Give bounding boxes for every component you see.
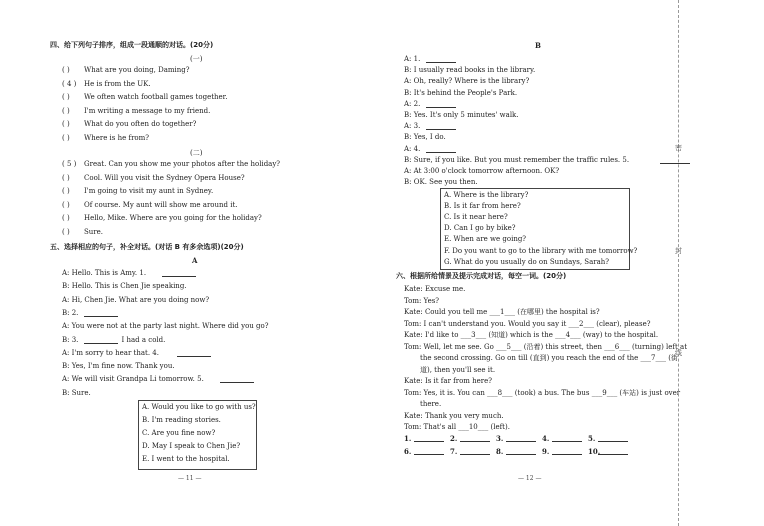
binding-char-3: 线 [675, 349, 682, 357]
dialog-line: A: At 3:00 o'clock tomorrow afternoon. OK? [404, 167, 560, 175]
dialog-line: 道), then you'll see it. [420, 365, 496, 374]
binding-char-2: 封 [675, 247, 682, 255]
answer-blank[interactable] [460, 434, 490, 442]
answer-blank[interactable] [162, 269, 196, 277]
order-bracket: ( ) [62, 120, 70, 128]
answer-blank[interactable] [220, 375, 254, 383]
answer-number: 3. [496, 434, 504, 443]
dialog-line: B: It's behind the People's Park. [404, 88, 518, 97]
order-sentence: Hello, Mike. Where are you going for the holiday? [84, 214, 262, 222]
answer-number: 5. [588, 434, 596, 443]
option-item: G. What do you usually do on Sundays, Sarah? [444, 257, 610, 266]
order-sentence: Cool. Will you visit the Sydney Opera House? [84, 173, 245, 182]
answer-blank[interactable] [414, 434, 444, 442]
order-sentence: I'm going to visit my aunt in Sydney. [84, 187, 214, 195]
answer-blank[interactable] [552, 434, 582, 442]
binding-dashed-line [678, 0, 679, 526]
answer-number: 2. [450, 434, 458, 443]
answer-blank[interactable] [598, 434, 628, 442]
option-item: A. Where is the library? [444, 191, 529, 199]
dialog-line: A: Hi, Chen Jie. What are you doing now? [62, 295, 210, 304]
answer-blank[interactable] [84, 336, 118, 344]
answer-blank[interactable] [598, 447, 628, 455]
answer-blank[interactable] [177, 349, 211, 357]
dialog-line: the second crossing. Go on till (直到) you reach the end of the ___7___ (街 [420, 354, 678, 362]
dialog-line: Tom: Yes, it is. You can ___8___ (took) a bus. The bus ___9___ (车站) is just over [404, 388, 681, 397]
answer-number: 1. [404, 434, 412, 443]
page-number-left: — 11 — [178, 475, 202, 482]
answer-blank[interactable] [426, 55, 456, 63]
section4-title: 四、给下列句子排序，组成一段通顺的对话。(20分) [50, 41, 214, 49]
option-item: F. Do you want to go to the library with me tomorrow? [444, 246, 638, 255]
order-bracket: ( ) [62, 66, 70, 74]
dialog-line: A: I'm sorry to hear that. 4. [62, 348, 159, 357]
section6-title: 六、根据所给情景及提示完成对话，每空一词。(20分) [396, 272, 567, 280]
order-sentence: What are you doing, Daming? [84, 66, 190, 74]
options-a-box [138, 400, 257, 470]
order-bracket: ( ) [62, 173, 70, 182]
dialog-line: Tom: I can't understand you. Would you say it ___2___ (clear), please? [404, 319, 651, 328]
answer-blank[interactable] [506, 447, 536, 455]
dialog-a-label: A [192, 256, 198, 265]
order-bracket: ( ) [62, 133, 70, 142]
dialog-line: B: 2. [62, 308, 79, 317]
order-bracket: ( ) [62, 200, 70, 209]
option-item: D. May I speak to Chen Jie? [142, 442, 241, 450]
right-column [390, 0, 688, 526]
answer-blank[interactable] [552, 447, 582, 455]
dialog-line: there. [420, 400, 442, 408]
dialog-line: Kate: Is it far from here? [404, 377, 493, 385]
dialog-line: Kate: Could you tell me ___1___ (在哪里) the hospital is? [404, 308, 600, 316]
dialog-line: Tom: That's all ___10___ (left). [404, 423, 510, 431]
answer-blank[interactable] [426, 100, 456, 108]
order-bracket: ( ) [62, 214, 70, 222]
dialog-line: B: OK. See you then. [404, 178, 478, 187]
dialog-line: B: Sure. [62, 388, 91, 397]
answer-blank[interactable] [426, 145, 456, 153]
order-sentence: What do you often do together? [84, 120, 197, 128]
order-sentence: He is from the UK. [84, 79, 151, 88]
option-item: B. Is it far from here? [444, 202, 521, 211]
options-b-box [440, 188, 638, 270]
order-bracket: ( ) [62, 93, 70, 101]
dialog-line: B: I usually read books in the library. [404, 66, 536, 75]
group2-label: (二) [190, 149, 203, 157]
dialog-line: A: We will visit Grandpa Li tomorrow. 5. [62, 375, 204, 384]
answer-number: 4. [542, 434, 550, 443]
order-bracket: ( 4 ) [62, 79, 77, 88]
answer-blank[interactable] [506, 434, 536, 442]
dialog-line: B: Yes, I do. [404, 133, 446, 142]
dialog-line: A: You were not at the party last night. Where did you go? [62, 322, 269, 331]
option-item: D. Can I go by bike? [444, 224, 516, 233]
answer-number: 7. [450, 447, 458, 456]
option-item: E. When are we going? [444, 235, 527, 244]
dialog-b-label: B [535, 41, 541, 50]
order-bracket: ( ) [62, 106, 70, 115]
dialog-line-suffix: I had a cold. [121, 335, 166, 344]
dialog-line: A: 1. [404, 55, 421, 63]
answer-blank[interactable] [460, 447, 490, 455]
dialog-line: B: 3. [62, 335, 79, 344]
option-item: B. I'm reading stories. [142, 416, 221, 424]
dialog-line: B: Hello. This is Chen Jie speaking. [62, 282, 187, 291]
dialog-line: B: Sure, if you like. But you must remember the traffic rules. 5. [404, 155, 630, 164]
order-sentence: Sure. [84, 227, 104, 236]
order-bracket: ( ) [62, 187, 70, 195]
group1-label: (一) [190, 55, 203, 63]
order-bracket: ( ) [62, 227, 70, 236]
order-sentence: I'm writing a message to my friend. [84, 106, 211, 115]
dialog-line: B: Yes, I'm fine now. Thank you. [62, 362, 175, 371]
answer-number: 9. [542, 447, 550, 456]
dialog-line: A: Oh, really? Where is the library? [404, 77, 530, 86]
dialog-line: Kate: Excuse me. [404, 285, 466, 293]
order-sentence: Great. Can you show me your photos after the holiday? [84, 160, 281, 168]
order-sentence: We often watch football games together. [84, 93, 228, 101]
answer-blank[interactable] [660, 156, 690, 164]
answer-number: 10. [588, 447, 601, 456]
dialog-line: A: Hello. This is Amy. 1. [62, 269, 147, 277]
order-sentence: Of course. My aunt will show me around it. [84, 200, 238, 209]
dialog-line: A: 3. [404, 122, 421, 131]
answer-blank[interactable] [426, 122, 456, 130]
answer-number: 6. [404, 447, 412, 456]
dialog-line: A: 4. [404, 144, 421, 153]
dialog-line: Kate: I'd like to ___3___ (知道) which is the ___4___ (way) to the hospital. [404, 331, 659, 339]
option-item: C. Is it near here? [444, 213, 508, 222]
dialog-line: A: 2. [404, 99, 421, 108]
left-column [0, 0, 340, 526]
order-bracket: ( 5 ) [62, 160, 77, 168]
page-number-right: — 12 — [518, 475, 542, 482]
answer-blank[interactable] [84, 309, 118, 317]
dialog-line: B: Yes. It's only 5 minutes' walk. [404, 111, 519, 119]
dialog-line: Kate: Thank you very much. [404, 411, 504, 420]
answer-number: 8. [496, 447, 504, 456]
option-item: E. I went to the hospital. [142, 455, 230, 463]
dialog-line: Tom: Well, let me see. Go ___5___ (沿着) this street, then ___6___ (turning) left at [404, 342, 688, 351]
answer-blank[interactable] [414, 447, 444, 455]
binding-char-1: 密 [675, 144, 682, 152]
option-item: C. Are you fine now? [142, 429, 216, 437]
option-item: A. Would you like to go with us? [142, 403, 256, 411]
section5-title: 五、选择相应的句子，补全对话。(对话 B 有多余选项)(20分) [50, 243, 244, 251]
order-sentence: Where is he from? [84, 133, 150, 142]
dialog-line: Tom: Yes? [404, 296, 440, 305]
